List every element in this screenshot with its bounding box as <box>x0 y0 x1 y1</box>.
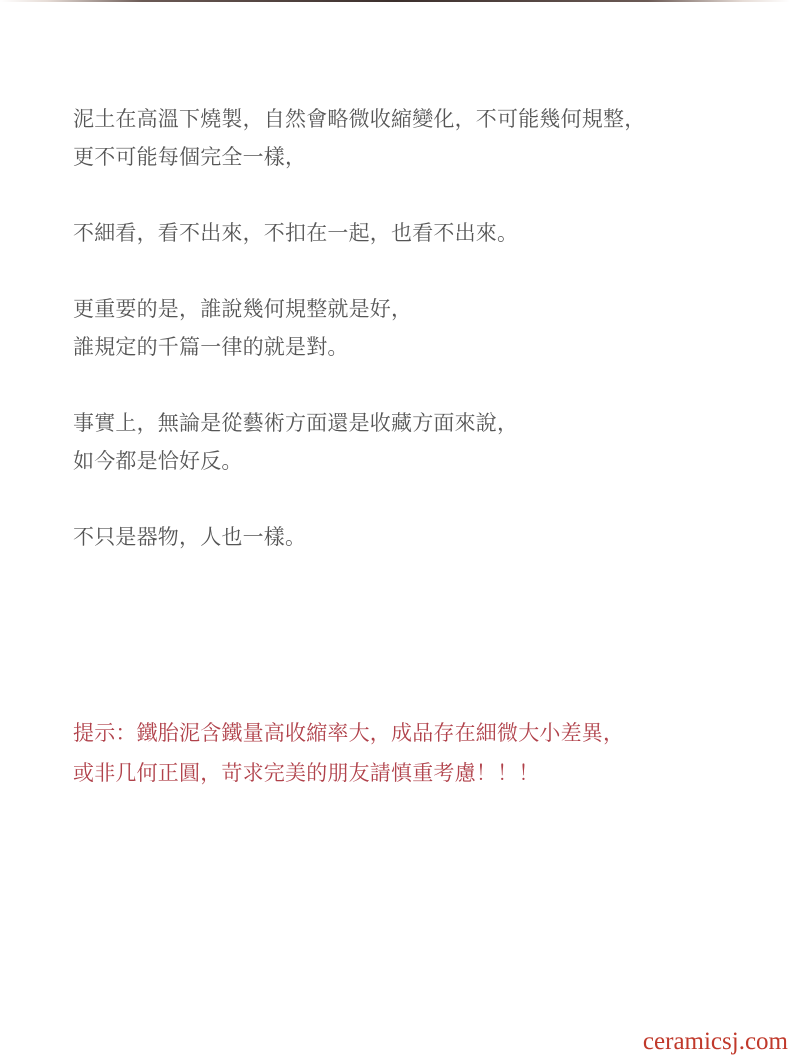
paragraph-2 <box>73 214 753 252</box>
top-divider-strip <box>0 0 790 2</box>
notice-line: 或非几何正圓，苛求完美的朋友請慎重考慮！！！ <box>73 761 540 785</box>
paragraph-5 <box>73 518 753 556</box>
text-line: 更重要的是，誰說幾何規整就是好， <box>73 297 413 321</box>
text-line: 如今都是恰好反。 <box>73 449 243 473</box>
text-line: 更不可能每個完全一樣， <box>73 145 307 169</box>
text-line: 不只是器物，人也一樣。 <box>73 525 307 549</box>
paragraph-3 <box>73 290 753 366</box>
watermark-text: ceramicsj.com <box>642 1028 788 1055</box>
notice-block <box>73 713 763 793</box>
paragraph-1 <box>73 100 753 176</box>
text-line: 不細看，看不出來，不扣在一起，也看不出來。 <box>73 221 519 245</box>
main-text <box>73 100 753 594</box>
text-line: 泥土在高溫下燒製，自然會略微收縮變化，不可能幾何規整， <box>73 107 646 131</box>
notice-line: 提示：鐵胎泥含鐵量高收縮率大，成品存在細微大小差異， <box>73 721 625 745</box>
text-line: 事實上，無論是從藝術方面還是收藏方面來說， <box>73 411 519 435</box>
paragraph-4 <box>73 404 753 480</box>
text-line: 誰規定的千篇一律的就是對。 <box>73 335 349 359</box>
